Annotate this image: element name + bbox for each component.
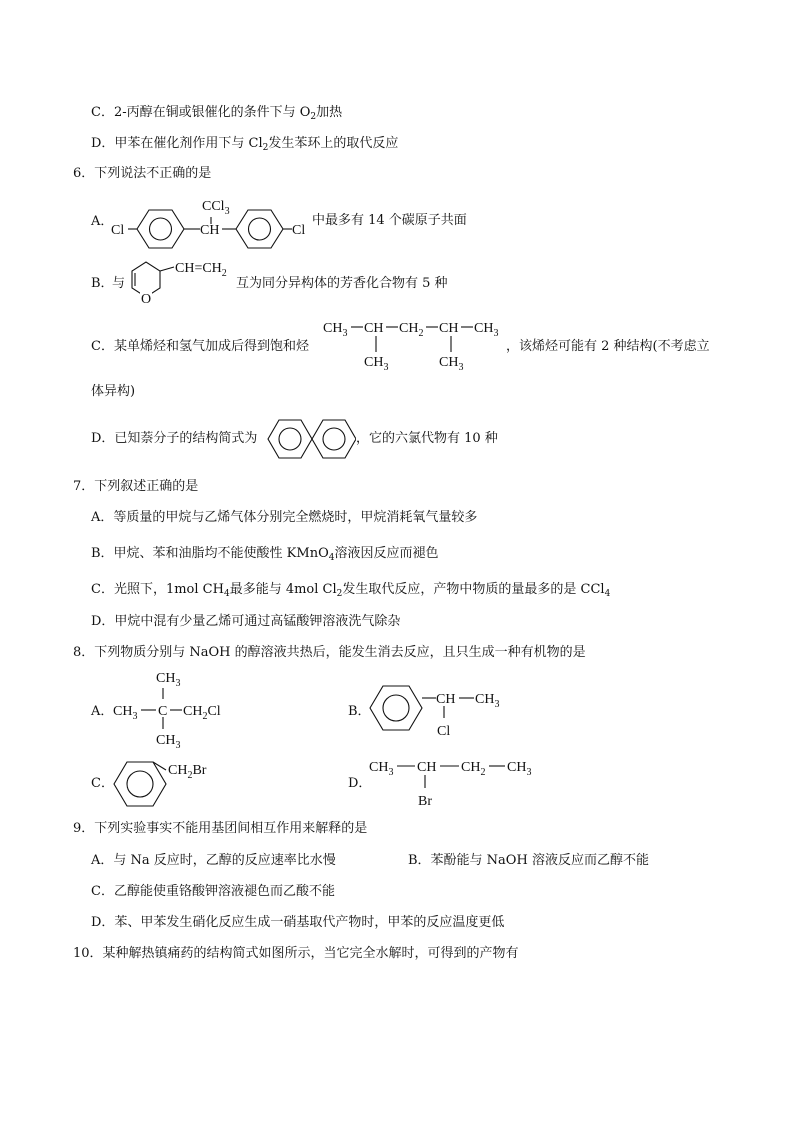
q10-stem: 10．某种解热镇痛药的结构简式如图所示，当它完全水解时，可得到的产物有 [73,946,519,961]
q7-c-sub3: 4 [604,589,611,599]
aromatic-circle [127,771,153,797]
aromatic-circle [383,695,409,721]
naphthalene-structure [264,414,356,464]
q7-b-text: B．甲烷、苯和油脂均不能使酸性 KMnO [91,546,329,561]
q5-d-end: 发生苯环上的取代反应 [268,136,399,151]
q7-c-sub: 4 [223,589,230,599]
q6-b-label: B． [91,276,114,291]
q7-option-b [91,546,439,566]
ch3-branch: $CH_3$ [439,355,464,373]
aromatic-circle [249,218,271,240]
ch3-top: $CH_3$ [156,671,181,689]
q6-a-structure [108,192,313,250]
benzene-ring [114,762,166,806]
cl-atom: Cl [292,223,306,238]
aromatic-circle [323,428,345,450]
q6-stem: 6．下列说法不正确的是 [73,166,212,181]
q5-c-end: 加热 [316,105,343,120]
ch2cl-group: $CH_2Cl$ [183,704,221,722]
q6-c-cont: 体异构) [91,384,136,399]
ch3-group: $CH_3$ [474,321,499,339]
q5-d-text: D．甲苯在催化剂作用下与 Cl [91,136,263,151]
naphthalene-ring-right [312,420,356,458]
ch-group: CH [200,223,220,238]
o-atom: O [141,292,152,304]
q6-a-label: A． [91,214,114,229]
q6-b-structure [124,254,242,304]
cl-atom: Cl [437,724,451,739]
q7-stem: 7．下列叙述正确的是 [73,479,199,494]
q7-b-end: 溶液因反应而褪色 [334,546,439,561]
q7-c-end: 发生取代反应，产物中物质的量最多的是 CCl [342,582,605,597]
q6-c-end: ，该烯烃可能有 2 种结构(不考虑立 [506,339,710,354]
q9-option-c: C．乙醇能使重铬酸钾溶液褪色而乙酸不能 [91,884,335,899]
br-atom: Br [418,794,432,809]
benzene-ring [236,210,283,248]
q5-d-sub: 2 [262,143,269,153]
q8-c-label: C． [91,776,114,791]
q7-c-mid: 最多能与 4mol Cl [229,582,337,597]
bond [160,267,174,271]
q6-c-structure [320,312,506,374]
ch-group: CH [436,692,456,707]
c-atom: C [158,704,168,719]
naphthalene-ring-left [268,420,312,458]
q6-a-text: 中最多有 14 个碳原子共面 [312,213,467,228]
q7-option-c [91,582,610,602]
q8-b-structure [366,676,516,744]
q6-c-text: C．某单烯烃和氢气加成后得到饱和烃 [91,339,309,354]
ch-group: CH [417,760,437,775]
q5-option-d [91,136,398,156]
ch3-group: $CH_3$ [323,321,348,339]
ch3-branch: $CH_3$ [364,355,389,373]
q9-option-b: B．苯酚能与 NaOH 溶液反应而乙醇不能 [408,853,649,868]
q8-a-structure [110,666,232,750]
q8-d-label: D． [348,776,372,791]
q7-option-d: D．甲烷中混有少量乙烯可通过高锰酸钾溶液洗气除杂 [91,614,401,629]
q7-option-a: A．等质量的甲烷与乙烯气体分别完全燃烧时，甲烷消耗氧气量较多 [91,510,478,525]
q6-d-end: ，它的六氯代物有 10 种 [356,431,498,446]
q7-c-sub2: 2 [336,589,343,599]
ch3-group: $CH_3$ [369,760,394,778]
q6-d-text: D．已知萘分子的结构简式为 [91,431,258,446]
ch3-group: $CH_3$ [475,692,500,710]
q9-option-a: A．与 Na 反应时，乙醇的反应速率比水慢 [91,853,336,868]
q7-b-sub: 4 [328,553,335,563]
q8-d-structure [367,752,545,810]
ccl3-group: CCl$_3$ [202,199,230,217]
aromatic-circle [150,218,172,240]
q8-c-structure [110,752,240,816]
q9-stem: 9．下列实验事实不能用基团间相互作用来解释的是 [73,821,368,836]
q5-option-c [91,105,342,125]
q8-stem: 8．下列物质分别与 NaOH 的醇溶液共热后，能发生消去反应，且只生成一种有机物的是 [73,645,586,660]
ch3-group: $CH_3$ [507,760,532,778]
q5-c-text: C．2-丙醇在铜或银催化的条件下与 O [91,105,311,120]
q8-a-label: A． [91,704,114,719]
ch-group: CH [364,321,384,336]
q6-b-with: 与 [112,276,126,291]
q7-c-text: C．光照下，1mol CH [91,582,224,597]
benzene-ring [370,686,422,730]
ch2br-group: $CH_2Br$ [168,763,207,781]
ch2-group: $CH_2$ [399,321,424,339]
vinyl-group: $CH=CH_2$ [175,261,227,279]
aromatic-circle [279,428,301,450]
q9-option-d: D．苯、甲苯发生硝化反应生成一硝基取代产物时，甲苯的反应温度更低 [91,915,505,930]
ch-group: CH [439,321,459,336]
cl-atom: Cl [111,223,125,238]
ch2-group: $CH_2$ [461,760,486,778]
ch3-left: $CH_3$ [113,704,138,722]
q5-c-sub: 2 [310,112,317,122]
q8-b-label: B． [348,704,371,719]
q6-b-text: 互为同分异构体的芳香化合物有 5 种 [236,276,448,291]
benzene-ring [137,210,184,248]
ch3-bottom: $CH_3$ [156,733,181,750]
